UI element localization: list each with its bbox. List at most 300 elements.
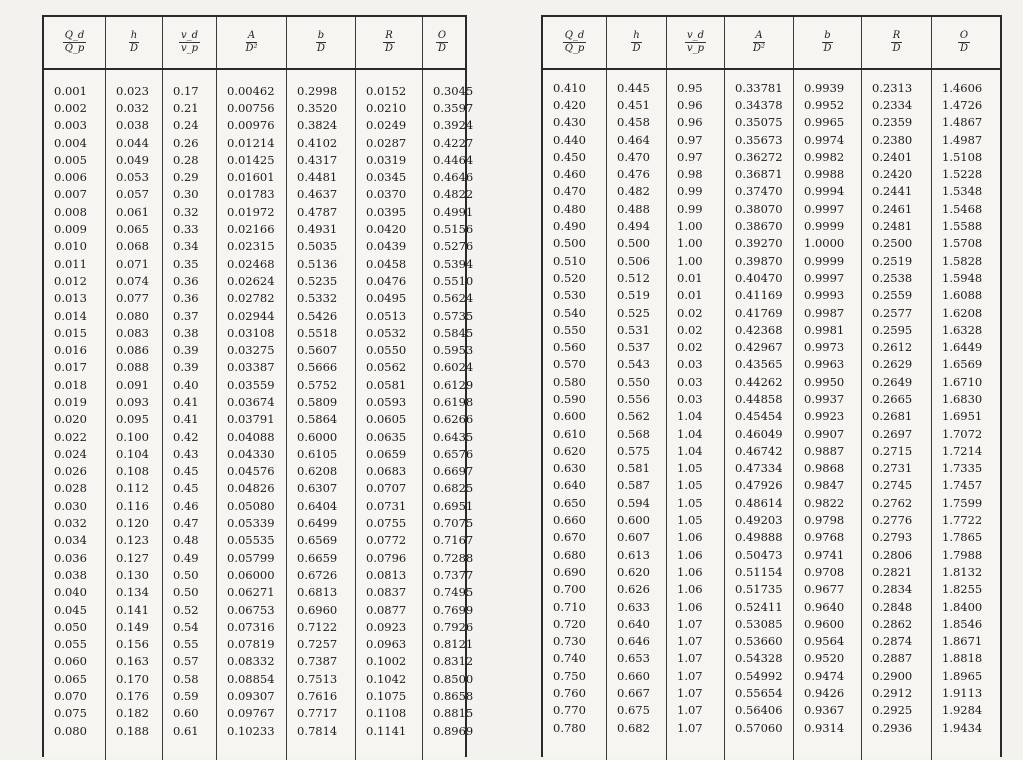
cell-qd-qp: 0.018 [54, 377, 87, 392]
cell-vd-vp: 0.59 [173, 689, 199, 704]
cell-qd-qp: 0.630 [553, 461, 586, 476]
cell-vd-vp: 0.02 [677, 322, 703, 337]
cell-qd-qp: 0.680 [553, 547, 586, 562]
cell-r-d: 0.0319 [366, 152, 407, 167]
cell-h-d: 0.116 [116, 498, 149, 513]
cell-h-d: 0.646 [617, 634, 650, 649]
cell-qd-qp: 0.008 [54, 204, 87, 219]
cell-o-d: 1.6208 [942, 305, 983, 320]
cell-qd-qp: 0.060 [54, 654, 87, 669]
column-divider [105, 70, 106, 760]
cell-vd-vp: 0.58 [173, 671, 199, 686]
cell-b-d: 0.6569 [297, 533, 338, 548]
cell-vd-vp: 0.98 [677, 167, 703, 182]
header-numerator: R [385, 30, 393, 41]
cell-qd-qp: 0.740 [553, 651, 586, 666]
cell-b-d: 0.3520 [297, 100, 338, 115]
table-row [44, 653, 474, 670]
cell-b-d: 0.9973 [804, 340, 845, 355]
header-h-d [106, 17, 163, 68]
table-row [44, 255, 474, 272]
cell-vd-vp: 1.07 [677, 686, 703, 701]
cell-h-d: 0.104 [116, 446, 149, 461]
cell-h-d: 0.095 [116, 412, 149, 427]
cell-vd-vp: 0.39 [173, 360, 199, 375]
cell-vd-vp: 0.17 [173, 83, 199, 98]
cell-qd-qp: 0.450 [553, 149, 586, 164]
table-row [44, 532, 474, 549]
cell-o-d: 1.4606 [942, 80, 983, 95]
cell-r-d: 0.2380 [872, 132, 913, 147]
header-numerator: v_d [686, 30, 705, 41]
cell-o-d: 1.6710 [942, 374, 983, 389]
cell-a-d2: 0.46049 [735, 426, 783, 441]
cell-a-d2: 0.41169 [735, 288, 783, 303]
cell-o-d: 1.5948 [942, 270, 983, 285]
cell-r-d: 0.1108 [366, 706, 407, 721]
cell-a-d2: 0.06000 [227, 567, 275, 582]
table-row [44, 445, 474, 462]
table-row [44, 117, 474, 134]
cell-r-d: 0.2519 [872, 253, 913, 268]
header-fraction [128, 30, 140, 55]
cell-b-d: 0.9987 [804, 305, 845, 320]
cell-o-d: 0.7288 [433, 550, 474, 565]
cell-qd-qp: 0.730 [553, 634, 586, 649]
cell-h-d: 0.091 [116, 377, 149, 392]
header-denominator: D [959, 43, 968, 54]
cell-b-d: 1.0000 [804, 236, 845, 251]
cell-a-d2: 0.09767 [227, 706, 275, 721]
cell-vd-vp: 1.06 [677, 582, 703, 597]
cell-vd-vp: 0.48 [173, 533, 199, 548]
table-row [44, 324, 474, 341]
cell-qd-qp: 0.760 [553, 686, 586, 701]
cell-vd-vp: 1.07 [677, 703, 703, 718]
cell-vd-vp: 0.49 [173, 550, 199, 565]
cell-r-d: 0.0877 [366, 602, 407, 617]
cell-h-d: 0.660 [617, 668, 650, 683]
cell-b-d: 0.9982 [804, 149, 845, 164]
cell-b-d: 0.4481 [297, 170, 338, 185]
cell-vd-vp: 1.06 [677, 599, 703, 614]
cell-a-d2: 0.51154 [735, 564, 783, 579]
cell-vd-vp: 1.07 [677, 668, 703, 683]
cell-a-d2: 0.08854 [227, 671, 275, 686]
cell-r-d: 0.2697 [872, 426, 913, 441]
cell-a-d2: 0.02944 [227, 308, 275, 323]
cell-o-d: 0.6129 [433, 377, 474, 392]
column-divider [422, 70, 423, 760]
cell-a-d2: 0.57060 [735, 720, 783, 735]
cell-h-d: 0.640 [617, 616, 650, 631]
cell-h-d: 0.682 [617, 720, 650, 735]
cell-h-d: 0.061 [116, 204, 149, 219]
cell-o-d: 1.8818 [942, 651, 983, 666]
header-denominator: D² [245, 43, 258, 54]
cell-o-d: 1.6569 [942, 357, 983, 372]
cell-qd-qp: 0.002 [54, 100, 87, 115]
cell-vd-vp: 0.03 [677, 391, 703, 406]
header-fraction [243, 30, 259, 55]
cell-o-d: 1.8400 [942, 599, 983, 614]
cell-h-d: 0.506 [617, 253, 650, 268]
cell-r-d: 0.2612 [872, 340, 913, 355]
cell-r-d: 0.0593 [366, 394, 407, 409]
cell-o-d: 1.6088 [942, 288, 983, 303]
cell-o-d: 0.4464 [433, 152, 474, 167]
cell-qd-qp: 0.610 [553, 426, 586, 441]
table-row [44, 186, 474, 203]
cell-a-d2: 0.00462 [227, 83, 275, 98]
cell-h-d: 0.065 [116, 222, 149, 237]
cell-r-d: 0.0495 [366, 291, 407, 306]
cell-h-d: 0.537 [617, 340, 650, 355]
table-row [44, 238, 474, 255]
cell-o-d: 0.4227 [433, 135, 474, 150]
cell-h-d: 0.458 [617, 115, 650, 130]
cell-b-d: 0.9952 [804, 97, 845, 112]
cell-h-d: 0.575 [617, 443, 650, 458]
header-fraction [383, 30, 395, 55]
cell-b-d: 0.4787 [297, 204, 338, 219]
cell-o-d: 0.7699 [433, 602, 474, 617]
cell-vd-vp: 0.96 [677, 115, 703, 130]
cell-r-d: 0.2649 [872, 374, 913, 389]
cell-h-d: 0.176 [116, 689, 149, 704]
table-body [44, 70, 474, 760]
cell-vd-vp: 1.04 [677, 409, 703, 424]
cell-h-d: 0.141 [116, 602, 149, 617]
cell-vd-vp: 1.00 [677, 219, 703, 234]
header-numerator: b [317, 30, 325, 41]
cell-qd-qp: 0.510 [553, 253, 586, 268]
cell-h-d: 0.108 [116, 464, 149, 479]
cell-a-d2: 0.41769 [735, 305, 783, 320]
cell-vd-vp: 0.55 [173, 637, 199, 652]
cell-vd-vp: 0.02 [677, 305, 703, 320]
cell-b-d: 0.9474 [804, 668, 845, 683]
cell-qd-qp: 0.022 [54, 429, 87, 444]
table-row [44, 428, 474, 445]
cell-h-d: 0.074 [116, 273, 149, 288]
cell-b-d: 0.9997 [804, 201, 845, 216]
cell-h-d: 0.093 [116, 394, 149, 409]
cell-b-d: 0.6726 [297, 567, 338, 582]
cell-o-d: 0.6024 [433, 360, 474, 375]
cell-vd-vp: 1.05 [677, 461, 703, 476]
cell-a-d2: 0.02166 [227, 222, 275, 237]
cell-a-d2: 0.42967 [735, 340, 783, 355]
cell-qd-qp: 0.013 [54, 291, 87, 306]
table-row [44, 82, 474, 99]
cell-r-d: 0.0796 [366, 550, 407, 565]
cell-o-d: 1.8255 [942, 582, 983, 597]
table-row [44, 670, 474, 687]
cell-h-d: 0.044 [116, 135, 149, 150]
cell-a-d2: 0.45454 [735, 409, 783, 424]
cell-o-d: 0.5394 [433, 256, 474, 271]
cell-o-d: 1.4726 [942, 97, 983, 112]
cell-vd-vp: 0.40 [173, 377, 199, 392]
table-row [44, 168, 474, 185]
cell-b-d: 0.6000 [297, 429, 338, 444]
cell-h-d: 0.600 [617, 513, 650, 528]
table-row [44, 480, 474, 497]
cell-r-d: 0.0813 [366, 567, 407, 582]
cell-r-d: 0.2538 [872, 270, 913, 285]
cell-a-d2: 0.50473 [735, 547, 783, 562]
cell-r-d: 0.2577 [872, 305, 913, 320]
cell-qd-qp: 0.028 [54, 481, 87, 496]
cell-a-d2: 0.05080 [227, 498, 275, 513]
header-vd-vp [667, 17, 725, 68]
cell-a-d2: 0.02468 [227, 256, 275, 271]
cell-qd-qp: 0.500 [553, 236, 586, 251]
cell-h-d: 0.071 [116, 256, 149, 271]
cell-o-d: 0.8121 [433, 637, 474, 652]
cell-a-d2: 0.01425 [227, 152, 275, 167]
cell-r-d: 0.2731 [872, 461, 913, 476]
cell-vd-vp: 0.03 [677, 357, 703, 372]
cell-h-d: 0.494 [617, 219, 650, 234]
header-denominator: D [823, 43, 832, 54]
cell-a-d2: 0.54992 [735, 668, 783, 683]
cell-h-d: 0.130 [116, 567, 149, 582]
cell-b-d: 0.7513 [297, 671, 338, 686]
cell-a-d2: 0.03559 [227, 377, 275, 392]
cell-h-d: 0.080 [116, 308, 149, 323]
cell-o-d: 0.6576 [433, 446, 474, 461]
cell-o-d: 1.7214 [942, 443, 983, 458]
cell-qd-qp: 0.440 [553, 132, 586, 147]
cell-o-d: 0.7926 [433, 619, 474, 634]
cell-qd-qp: 0.490 [553, 219, 586, 234]
cell-vd-vp: 0.45 [173, 481, 199, 496]
header-denominator: D [316, 43, 326, 54]
cell-qd-qp: 0.003 [54, 118, 87, 133]
cell-b-d: 0.7616 [297, 689, 338, 704]
header-qd-qp [543, 17, 607, 68]
cell-o-d: 1.7335 [942, 461, 983, 476]
cell-o-d: 0.6198 [433, 394, 474, 409]
cell-a-d2: 0.56406 [735, 703, 783, 718]
cell-a-d2: 0.53085 [735, 616, 783, 631]
cell-qd-qp: 0.034 [54, 533, 87, 548]
header-denominator: D [384, 43, 394, 54]
cell-r-d: 0.0963 [366, 637, 407, 652]
cell-b-d: 0.7387 [297, 654, 338, 669]
cell-o-d: 0.3924 [433, 118, 474, 133]
cell-o-d: 0.8500 [433, 671, 474, 686]
table-row [44, 722, 474, 739]
cell-vd-vp: 1.05 [677, 513, 703, 528]
cell-a-d2: 0.36272 [735, 149, 783, 164]
cell-vd-vp: 0.45 [173, 464, 199, 479]
cell-vd-vp: 0.47 [173, 516, 199, 531]
header-fraction [563, 30, 587, 55]
header-a-d2 [725, 17, 794, 68]
column-divider [931, 70, 932, 760]
cell-r-d: 0.2461 [872, 201, 913, 216]
cell-b-d: 0.5136 [297, 256, 338, 271]
cell-h-d: 0.613 [617, 547, 650, 562]
table-row [44, 584, 474, 601]
cell-a-d2: 0.40470 [735, 270, 783, 285]
cell-r-d: 0.0152 [366, 83, 407, 98]
cell-a-d2: 0.44858 [735, 391, 783, 406]
header-o-d [932, 17, 996, 68]
cell-h-d: 0.667 [617, 686, 650, 701]
cell-o-d: 0.4822 [433, 187, 474, 202]
table-rows [44, 82, 474, 739]
cell-r-d: 0.0683 [366, 464, 407, 479]
cell-qd-qp: 0.780 [553, 720, 586, 735]
cell-r-d: 0.0287 [366, 135, 407, 150]
cell-r-d: 0.2359 [872, 115, 913, 130]
cell-vd-vp: 0.34 [173, 239, 199, 254]
cell-a-d2: 0.02624 [227, 273, 275, 288]
cell-qd-qp: 0.650 [553, 495, 586, 510]
cell-a-d2: 0.52411 [735, 599, 783, 614]
cell-vd-vp: 1.06 [677, 530, 703, 545]
cell-r-d: 0.2681 [872, 409, 913, 424]
cell-qd-qp: 0.540 [553, 305, 586, 320]
cell-b-d: 0.4102 [297, 135, 338, 150]
cell-vd-vp: 1.05 [677, 495, 703, 510]
cell-b-d: 0.9847 [804, 478, 845, 493]
cell-a-d2: 0.09307 [227, 689, 275, 704]
cell-h-d: 0.519 [617, 288, 650, 303]
cell-qd-qp: 0.550 [553, 322, 586, 337]
cell-vd-vp: 0.36 [173, 273, 199, 288]
cell-o-d: 0.3045 [433, 83, 474, 98]
cell-o-d: 0.5845 [433, 325, 474, 340]
cell-a-d2: 0.47334 [735, 461, 783, 476]
cell-b-d: 0.9988 [804, 167, 845, 182]
cell-h-d: 0.512 [617, 270, 650, 285]
cell-o-d: 1.7722 [942, 513, 983, 528]
cell-qd-qp: 0.019 [54, 394, 87, 409]
cell-a-d2: 0.01783 [227, 187, 275, 202]
cell-vd-vp: 0.61 [173, 723, 199, 738]
cell-vd-vp: 0.96 [677, 97, 703, 112]
cell-o-d: 0.7075 [433, 516, 474, 531]
cell-r-d: 0.1075 [366, 689, 407, 704]
header-fraction [958, 30, 970, 55]
table-row [44, 514, 474, 531]
cell-b-d: 0.9994 [804, 184, 845, 199]
cell-b-d: 0.9768 [804, 530, 845, 545]
cell-o-d: 1.5228 [942, 167, 983, 182]
cell-qd-qp: 0.010 [54, 239, 87, 254]
cell-vd-vp: 0.60 [173, 706, 199, 721]
cell-b-d: 0.7122 [297, 619, 338, 634]
cell-a-d2: 0.33781 [735, 80, 783, 95]
cell-qd-qp: 0.590 [553, 391, 586, 406]
cell-b-d: 0.9314 [804, 720, 845, 735]
header-a-d2 [217, 17, 287, 68]
cell-qd-qp: 0.006 [54, 170, 87, 185]
column-divider [861, 70, 862, 760]
cell-qd-qp: 0.720 [553, 616, 586, 631]
cell-a-d2: 0.07316 [227, 619, 275, 634]
table-row [44, 393, 474, 410]
cell-o-d: 0.6697 [433, 464, 474, 479]
cell-qd-qp: 0.410 [553, 80, 586, 95]
cell-a-d2: 0.38070 [735, 201, 783, 216]
cell-b-d: 0.5426 [297, 308, 338, 323]
cell-r-d: 0.2776 [872, 513, 913, 528]
table-row [44, 290, 474, 307]
cell-a-d2: 0.36871 [735, 167, 783, 182]
cell-b-d: 0.5518 [297, 325, 338, 340]
cell-vd-vp: 1.07 [677, 651, 703, 666]
cell-b-d: 0.5864 [297, 412, 338, 427]
header-denominator: D [437, 43, 446, 54]
cell-r-d: 0.2762 [872, 495, 913, 510]
cell-h-d: 0.488 [617, 201, 650, 216]
cell-b-d: 0.4637 [297, 187, 338, 202]
cell-o-d: 1.9434 [942, 720, 983, 735]
cell-a-d2: 0.00756 [227, 100, 275, 115]
table-row [44, 636, 474, 653]
header-h-d [607, 17, 667, 68]
cell-a-d2: 0.01601 [227, 170, 275, 185]
cell-h-d: 0.123 [116, 533, 149, 548]
header-numerator: A [755, 30, 763, 41]
cell-b-d: 0.7814 [297, 723, 338, 738]
table-row [44, 463, 474, 480]
cell-r-d: 0.2793 [872, 530, 913, 545]
cell-b-d: 0.9997 [804, 270, 845, 285]
cell-o-d: 1.8965 [942, 668, 983, 683]
cell-vd-vp: 0.32 [173, 204, 199, 219]
cell-qd-qp: 0.026 [54, 464, 87, 479]
cell-a-d2: 0.06271 [227, 585, 275, 600]
cell-r-d: 0.2481 [872, 219, 913, 234]
cell-a-d2: 0.03387 [227, 360, 275, 375]
header-r-d [356, 17, 423, 68]
table-row [44, 307, 474, 324]
cell-r-d: 0.2441 [872, 184, 913, 199]
column-divider [606, 70, 607, 760]
cell-qd-qp: 0.004 [54, 135, 87, 150]
cell-qd-qp: 0.038 [54, 567, 87, 582]
cell-h-d: 0.023 [116, 83, 149, 98]
cell-a-d2: 0.05339 [227, 516, 275, 531]
cell-qd-qp: 0.620 [553, 443, 586, 458]
cell-b-d: 0.9999 [804, 219, 845, 234]
cell-qd-qp: 0.011 [54, 256, 87, 271]
cell-a-d2: 0.01972 [227, 204, 275, 219]
cell-r-d: 0.2848 [872, 599, 913, 614]
cell-o-d: 0.6951 [433, 498, 474, 513]
cell-a-d2: 0.02315 [227, 239, 275, 254]
cell-vd-vp: 0.97 [677, 132, 703, 147]
header-numerator: R [892, 30, 901, 41]
cell-r-d: 0.2821 [872, 564, 913, 579]
cell-o-d: 1.7072 [942, 426, 983, 441]
cell-o-d: 1.4987 [942, 132, 983, 147]
cell-r-d: 0.2559 [872, 288, 913, 303]
cell-qd-qp: 0.050 [54, 619, 87, 634]
cell-o-d: 0.6825 [433, 481, 474, 496]
cell-o-d: 1.7865 [942, 530, 983, 545]
header-numerator: A [247, 30, 256, 41]
cell-r-d: 0.2912 [872, 686, 913, 701]
cell-qd-qp: 0.770 [553, 703, 586, 718]
